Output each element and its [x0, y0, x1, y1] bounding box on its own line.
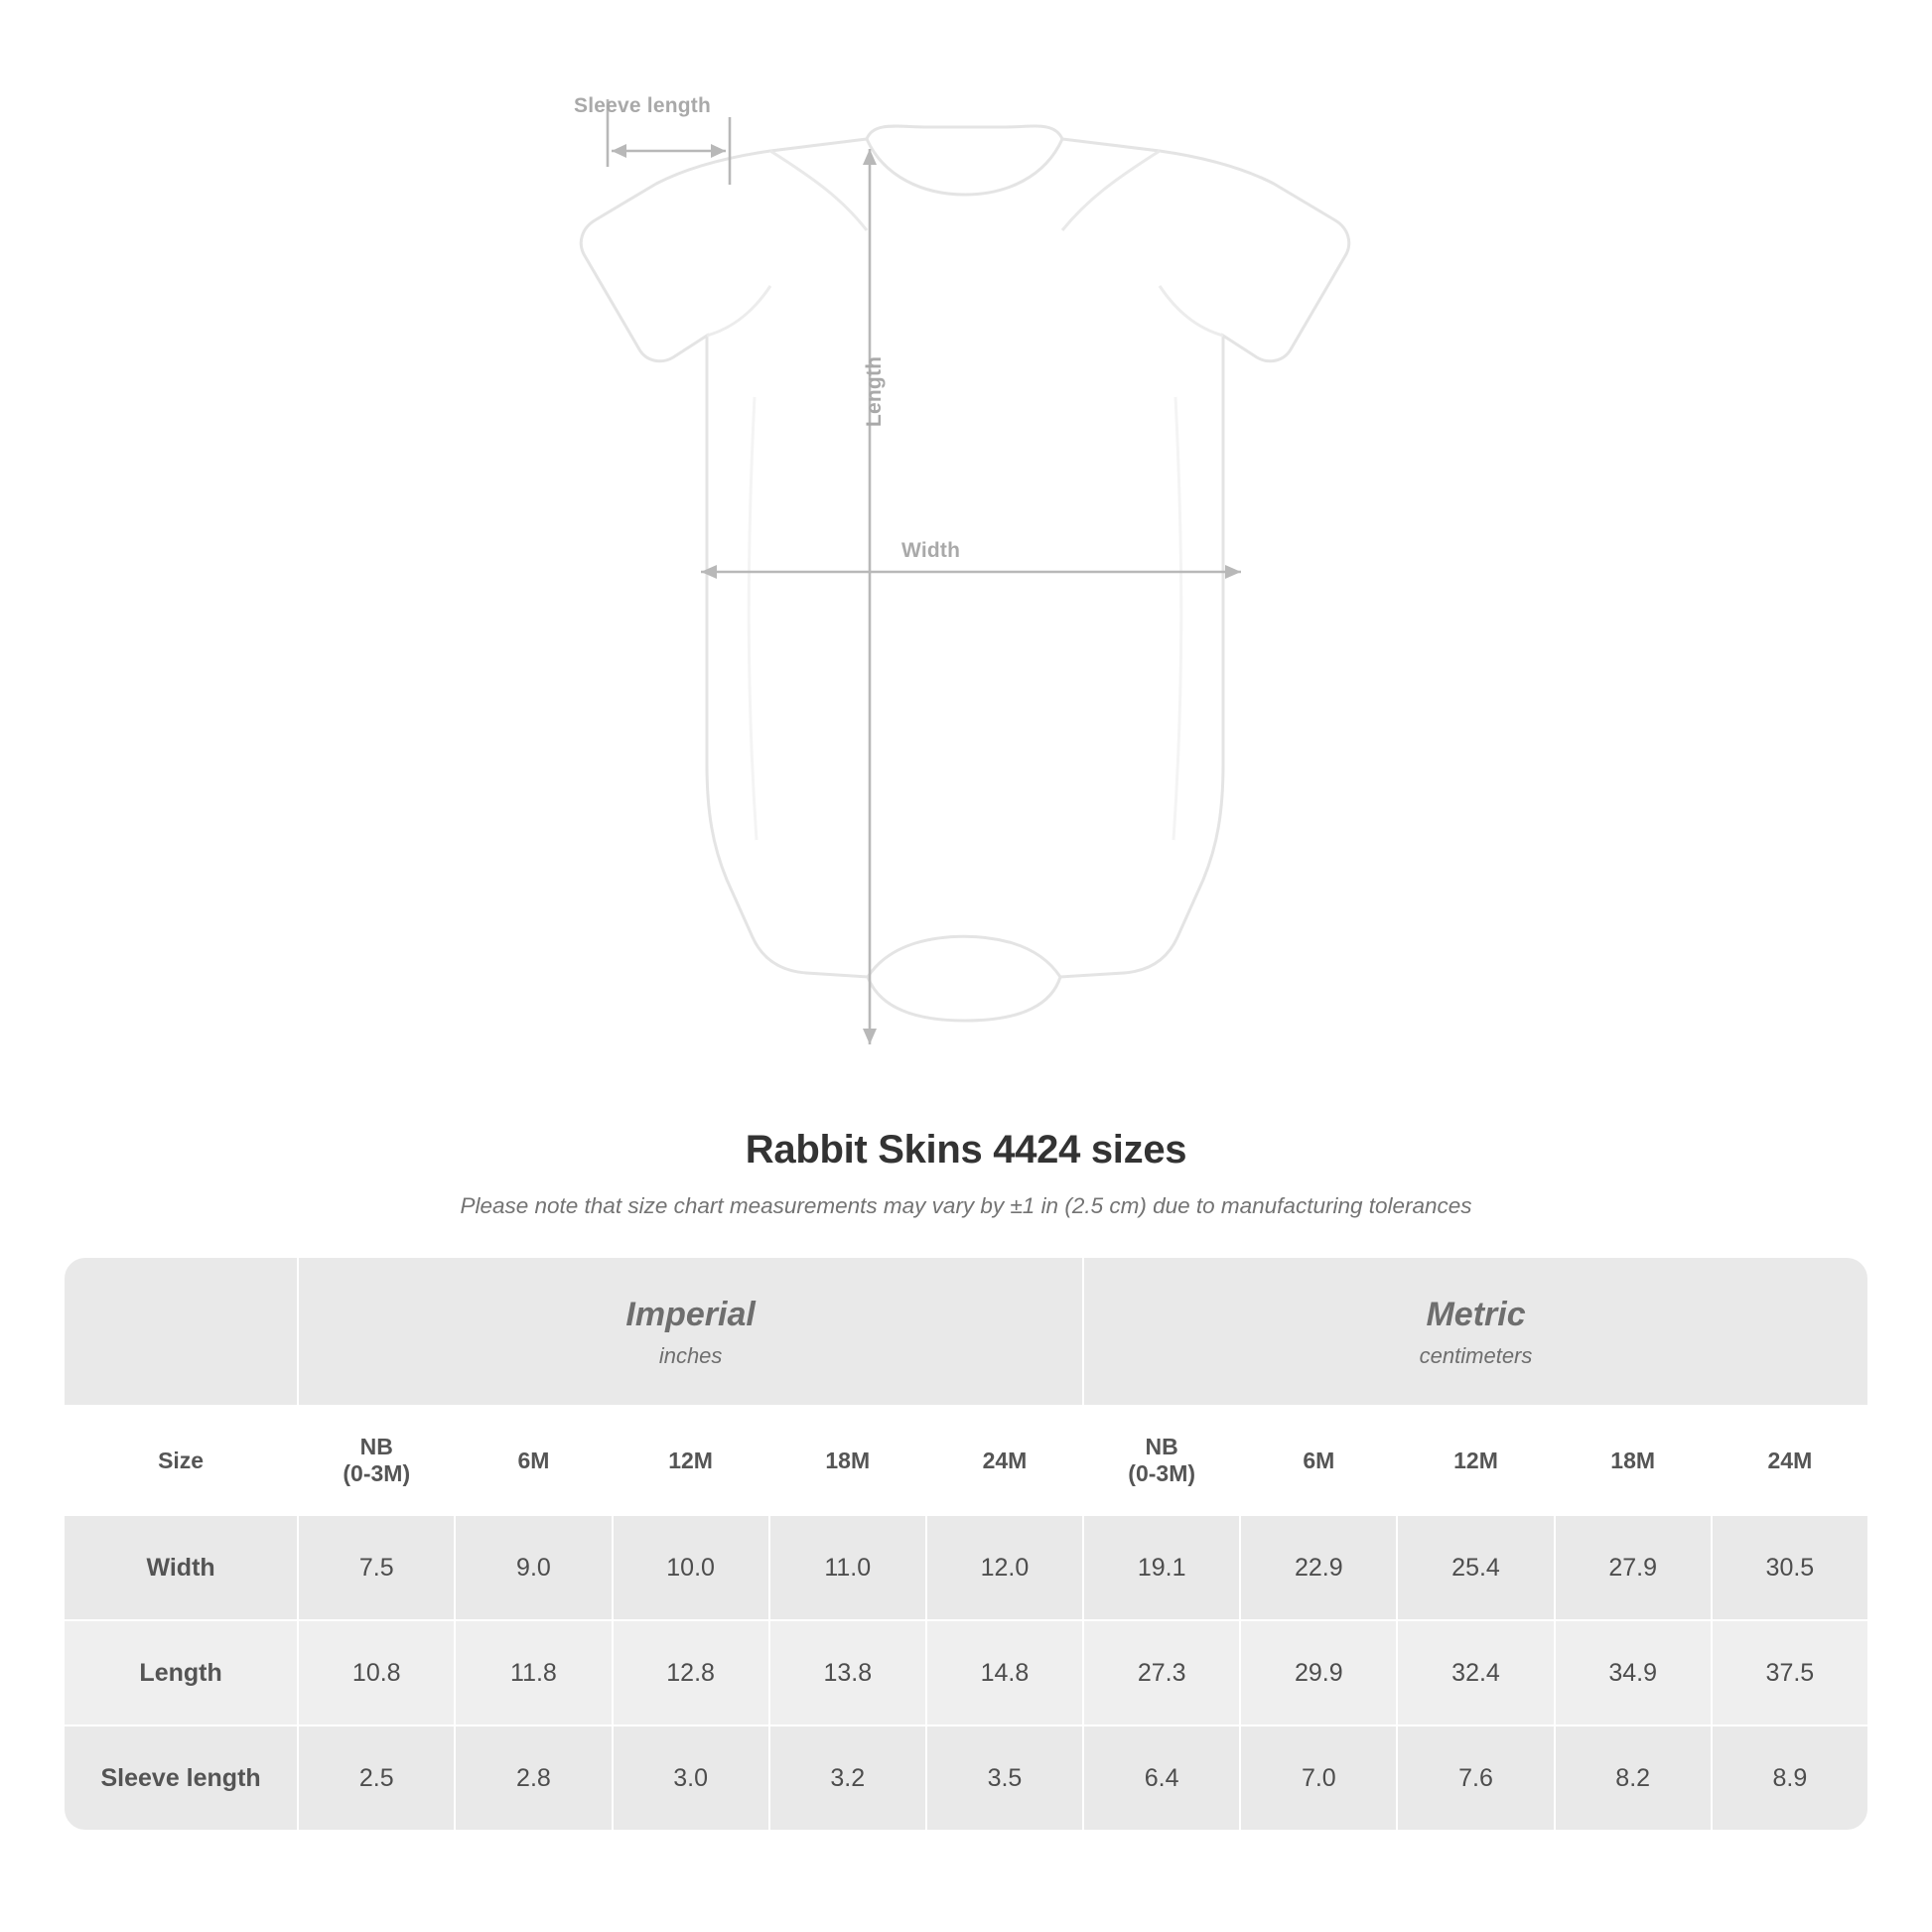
sleeve-length-label: Sleeve length — [574, 94, 711, 117]
column-header-row — [64, 1406, 1868, 1515]
header-block — [0, 1128, 1932, 1219]
cell-length-18m-in: 13.8 — [769, 1620, 926, 1725]
cell-width-12m-cm: 25.4 — [1397, 1515, 1554, 1620]
header-col-sub: (0-3M) — [1128, 1460, 1196, 1486]
unit-metric-cell — [1083, 1257, 1868, 1406]
header-col-name: NB — [359, 1434, 393, 1459]
cell-length-12m-in: 12.8 — [613, 1620, 769, 1725]
row-label-length: Length — [64, 1620, 298, 1725]
cell-sleeve-12m-in: 3.0 — [613, 1725, 769, 1831]
size-table — [64, 1257, 1868, 1831]
page-title: Rabbit Skins 4424 sizes — [745, 1128, 1187, 1172]
cell-length-24m-cm: 37.5 — [1712, 1620, 1868, 1725]
cell-sleeve-24m-cm: 8.9 — [1712, 1725, 1868, 1831]
table-row — [64, 1620, 1868, 1725]
cell-sleeve-18m-in: 3.2 — [769, 1725, 926, 1831]
length-label: Length — [863, 355, 886, 427]
cell-length-24m-in: 14.8 — [926, 1620, 1083, 1725]
size-table-wrapper — [64, 1257, 1868, 1831]
cell-sleeve-6m-in: 2.8 — [455, 1725, 612, 1831]
header-col-sub: (0-3M) — [343, 1460, 411, 1486]
header-col-nb-metric — [1083, 1406, 1240, 1515]
row-label-width: Width — [64, 1515, 298, 1620]
header-col-6m-imperial: 6M — [455, 1406, 612, 1515]
cell-width-24m-in: 12.0 — [926, 1515, 1083, 1620]
unit-blank-cell — [64, 1257, 298, 1406]
cell-length-12m-cm: 32.4 — [1397, 1620, 1554, 1725]
cell-width-24m-cm: 30.5 — [1712, 1515, 1868, 1620]
cell-sleeve-24m-in: 3.5 — [926, 1725, 1083, 1831]
cell-sleeve-6m-cm: 7.0 — [1240, 1725, 1397, 1831]
header-col-24m-imperial: 24M — [926, 1406, 1083, 1515]
cell-length-nb-cm: 27.3 — [1083, 1620, 1240, 1725]
unit-imperial-system: Imperial — [625, 1296, 756, 1334]
header-col-6m-metric: 6M — [1240, 1406, 1397, 1515]
unit-imperial-cell — [298, 1257, 1083, 1406]
cell-width-12m-in: 10.0 — [613, 1515, 769, 1620]
unit-imperial-unit: inches — [658, 1342, 723, 1368]
cell-sleeve-nb-in: 2.5 — [298, 1725, 455, 1831]
header-col-12m-imperial: 12M — [613, 1406, 769, 1515]
cell-width-6m-in: 9.0 — [455, 1515, 612, 1620]
unit-metric-system: Metric — [1426, 1296, 1526, 1334]
header-col-24m-metric: 24M — [1712, 1406, 1868, 1515]
cell-width-18m-cm: 27.9 — [1555, 1515, 1712, 1620]
row-label-sleeve-length: Sleeve length — [64, 1725, 298, 1831]
header-col-12m-metric: 12M — [1397, 1406, 1554, 1515]
header-col-nb-imperial — [298, 1406, 455, 1515]
cell-length-18m-cm: 34.9 — [1555, 1620, 1712, 1725]
width-label: Width — [901, 539, 961, 562]
cell-length-nb-in: 10.8 — [298, 1620, 455, 1725]
cell-sleeve-18m-cm: 8.2 — [1555, 1725, 1712, 1831]
cell-sleeve-12m-cm: 7.6 — [1397, 1725, 1554, 1831]
header-col-name: NB — [1145, 1434, 1178, 1459]
cell-width-18m-in: 11.0 — [769, 1515, 926, 1620]
unit-header-row — [64, 1257, 1868, 1406]
cell-width-nb-cm: 19.1 — [1083, 1515, 1240, 1620]
unit-metric-unit: centimeters — [1419, 1342, 1533, 1368]
header-col-18m-imperial: 18M — [769, 1406, 926, 1515]
cell-width-nb-in: 7.5 — [298, 1515, 455, 1620]
cell-length-6m-cm: 29.9 — [1240, 1620, 1397, 1725]
cell-sleeve-nb-cm: 6.4 — [1083, 1725, 1240, 1831]
cell-width-6m-cm: 22.9 — [1240, 1515, 1397, 1620]
header-col-18m-metric: 18M — [1555, 1406, 1712, 1515]
table-row — [64, 1725, 1868, 1831]
tolerance-note: Please note that size chart measurements may vary by ±1 in (2.5 cm) due to manufacturing tolerances — [460, 1193, 1472, 1218]
cell-length-6m-in: 11.8 — [455, 1620, 612, 1725]
header-size: Size — [64, 1406, 298, 1515]
table-row — [64, 1515, 1868, 1620]
